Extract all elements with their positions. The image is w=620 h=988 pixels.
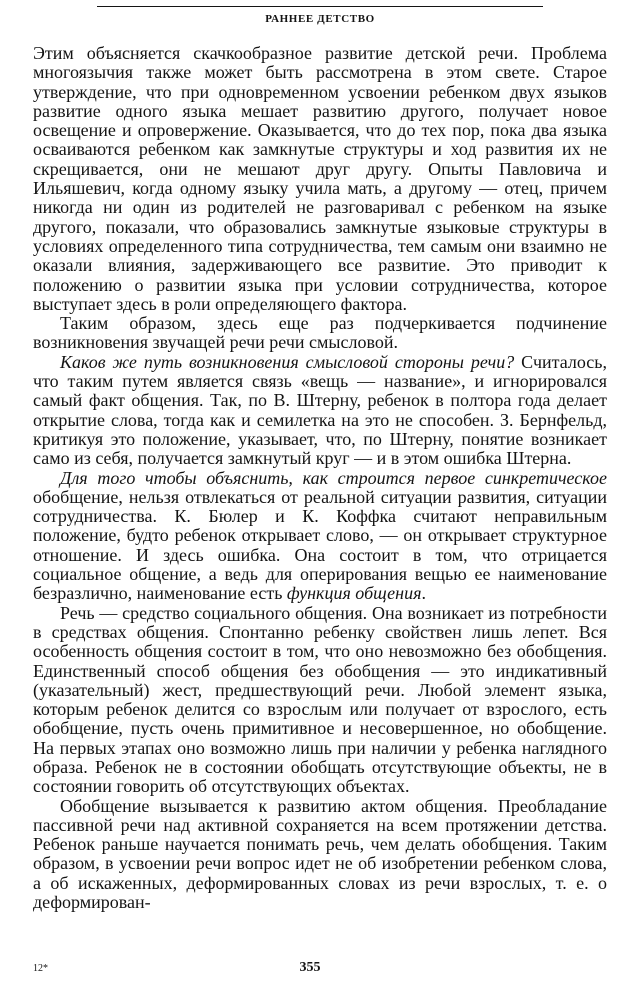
text-run: Таким образом, здесь еще раз подчеркивается подчинение возникновения звучащей речи речи смысловой. [33,313,607,353]
paragraph [33,314,607,353]
text-run: обобщение, нельзя отвлекаться от реальной ситуации развития, ситуации сотрудничества. К. Бюлер и К. Коффка считают неправильным положение, будто ребенок открывает слово, — он открывает структурное отношение. И здесь ошибка. Она состоит в том, что отрицается социальное общение, а ведь для оперирования вещью ее наименование безразлично, наименование есть [33,486,607,604]
italic-text: Для того чтобы объяснить, как строится первое синкретическое [60,467,607,488]
text-run: Считалось, что таким путем является связь «вещь — название», и игнорировался самый факт общения. Так, по В. Штерну, ребенок в полтора года делает открытие слова, тогда как и семилетка на это не способен. З. Бернфельд, критикуя это положение, указывает, что, по Штерну, понятие возникает само из себя, получается замкнутый круг — и в этом ошибка Штерна. [33,351,607,469]
text-run: Речь — средство социального общения. Она возникает из потребности в средствах общения. Спонтанно ребенку свойствен лишь лепет. Вся особенность общения состоит в том, что оно невозможно без обобщения. Единственный способ общения без обобщения — это индикативный (указательный) жест, предшествующий речи. Любой элемент языка, которым ребенок делится со взрослым или получает от взрослого, есть обобщение, пусть очень примитивное и несовершенное, но обобщение. На первых этапах оно возможно лишь при наличии у ребенка наглядного образа. Ребенок не в состоянии обобщать отсутствующие объекты, не в состоянии говорить об отсутствующих объектах. [33,602,607,797]
text-run: Этим объясняется скачкообразное развитие детской речи. Проблема многоязычия также может быть рассмотрена в этом свете. Старое утверждение, что при одновременном усвоении ребенком двух языков развитие одного языка мешает развитию другого, получает новое освещение и опровержение. Оказывается, что до тех пор, пока два языка осваиваются ребенком как замкнутые структуры и ход развития их не скрещивается, они не мешают друг другу. Опыты Павловича и Ильяшевич, когда одному языку учила мать, а другому — отец, причем никогда ни один из родителей не разговаривал с ребенком на языке другого, показали, что образовались замкнутые языковые структуры в условиях определенного типа сотрудничества, тем самым они взаимно не оказали влияния, задерживающего все развитие. Это приводит к положению о развитии языка при условии сотрудничества, которое выступает здесь в роли определяющего фактора. [33,43,607,314]
italic-text: Каков же путь возникновения смысловой стороны речи? [60,351,515,372]
text-run: Обобщение вызывается к развитию актом общения. Преобладание пассивной речи над активной сохраняется на всем протяжении детства. Ребенок раньше научается понимать речь, чем делать обобщения. Таким образом, в усвоении речи вопрос идет не об изобретении ребенком слова, а об искаженных, деформированных словах из речи взрослых, т. е. о деформирован- [33,795,607,913]
body-text [33,44,607,912]
paragraph [33,604,607,797]
italic-text: функция общения [286,583,422,604]
signature-mark: 12* [33,963,48,974]
paragraph [33,797,607,913]
running-head: РАННЕЕ ДЕТСТВО [97,6,543,25]
paragraph [33,353,607,469]
paragraph [33,469,607,604]
text-run: . [421,583,426,604]
paragraph [33,44,607,314]
page-number: 355 [299,960,321,975]
